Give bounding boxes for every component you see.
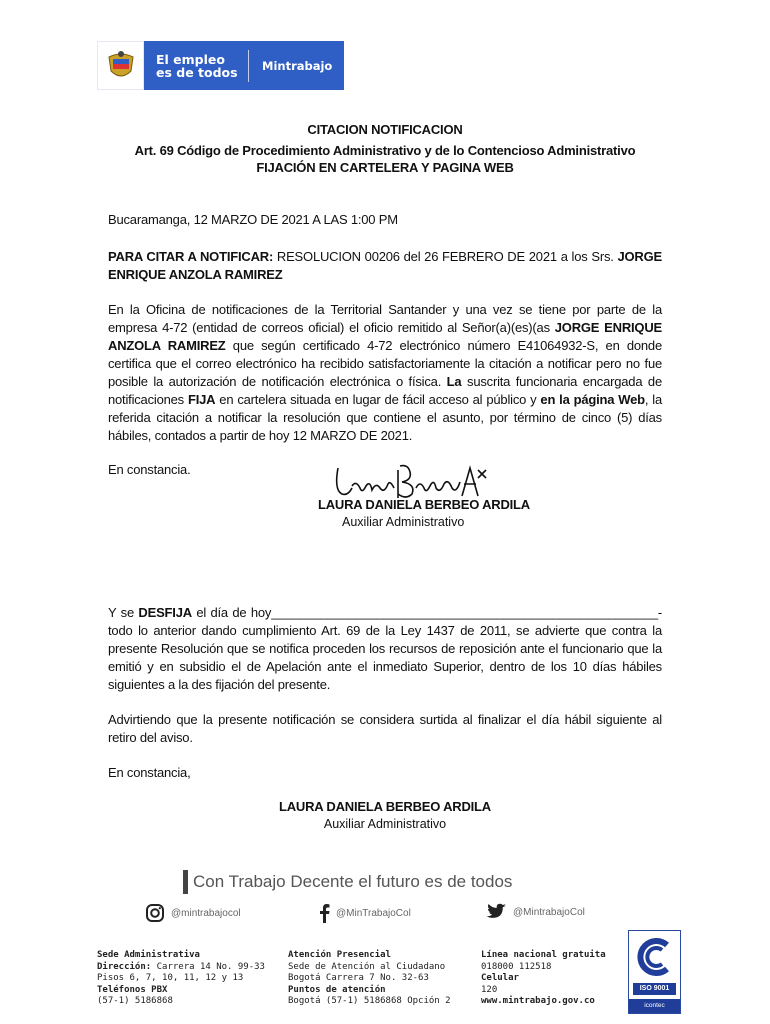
coat-of-arms-icon — [97, 41, 144, 90]
twitter-handle[interactable] — [485, 903, 585, 921]
footer-sede-administrativa — [97, 950, 265, 1008]
mintrabajo-logo — [97, 41, 344, 90]
citar-name: JORGE ENRIQUE ANZOLA RAMIREZ — [108, 249, 662, 282]
telefonos-label: Teléfonos PBX — [97, 984, 168, 995]
linea-title: Línea nacional gratuita — [481, 950, 606, 960]
logo-ministry: Mintrabajo — [262, 58, 333, 73]
iso-label: ISO 9001 — [633, 983, 676, 995]
puntos-title: Puntos de atención — [288, 984, 386, 995]
instagram-label: @mintrabajocol — [171, 907, 241, 919]
constancia-2: En constancia, — [108, 765, 191, 780]
signer-name-2: LAURA DANIELA BERBEO ARDILA — [279, 799, 491, 814]
telefonos-value: (57-1) 5186868 — [97, 996, 173, 1006]
icontec-certification-badge — [628, 930, 681, 1014]
notification-paragraph — [108, 301, 662, 445]
document-subtitle-2: FIJACIÓN EN CARTELERA Y PAGINA WEB — [256, 160, 514, 175]
citar-label: PARA CITAR A NOTIFICAR: — [108, 249, 274, 264]
desfija-text-a: Y se — [108, 605, 139, 620]
signer-name-1: LAURA DANIELA BERBEO ARDILA — [318, 497, 530, 512]
p1-text-a: En la Oficina de notificaciones de la Territorial Santander y una vez se tiene por parte de la empresa 4-72 (entidad de correos oficial) el oficio remitido al Señor(a)(es)(as — [108, 302, 662, 335]
instagram-icon — [145, 903, 165, 923]
p1-la: La — [446, 374, 462, 389]
facebook-label: @MinTrabajoCol — [336, 907, 411, 919]
desfija-paragraph — [108, 604, 662, 694]
direccion-label: Dirección: — [97, 961, 152, 972]
p1-web: en la página Web — [540, 392, 645, 407]
atencion-direccion: Bogotá Carrera 7 No. 32-63 — [288, 973, 429, 983]
icontec-logo-icon — [629, 931, 680, 981]
p1-text-c: suscrita funcionaria encargada de notificaciones — [108, 374, 662, 407]
slogan: Con Trabajo Decente el futuro es de todos — [193, 872, 513, 891]
slogan-bar — [183, 870, 188, 894]
document-title: CITACION NOTIFICACION — [307, 122, 463, 137]
pisos: Pisos 6, 7, 10, 11, 12 y 13 — [97, 973, 244, 983]
facebook-icon — [318, 903, 330, 923]
footer-contacto — [481, 950, 606, 1008]
p1-text-b: que según certificado 4-72 electrónico número E41064932-S, en donde certifica que el correo electrónico ha recibido satisfactoriamente la citación a notificar pero no fue posible la autorización de notificación electrónica o física. — [108, 338, 662, 389]
website-link[interactable]: www.mintrabajo.gov.co — [481, 996, 595, 1006]
direccion-value: Carrera 14 No. 99-33 — [151, 961, 265, 972]
signer-role-2: Auxiliar Administrativo — [323, 817, 447, 831]
instagram-handle[interactable] — [145, 903, 241, 923]
twitter-icon — [485, 903, 507, 921]
desfija-keyword: DESFIJA — [138, 605, 192, 620]
celular-title: Celular — [481, 973, 519, 983]
citar-paragraph — [108, 248, 662, 284]
advirtiendo-paragraph: Advirtiendo que la presente notificación se considera surtida al finalizar el día hábil siguiente al retiro del aviso. — [108, 712, 662, 745]
atencion-title: Atención Presencial — [288, 950, 391, 960]
footer-atencion-presencial — [288, 950, 451, 1008]
twitter-label: @MintrabajoCol — [513, 906, 585, 918]
celular-numero: 120 — [481, 984, 498, 995]
facebook-handle[interactable] — [318, 903, 411, 923]
citar-text: RESOLUCION 00206 del 26 FEBRERO DE 2021 a los Srs. — [273, 249, 618, 264]
logo-line1: El empleo — [156, 51, 225, 67]
icontec-label: icontec — [629, 999, 680, 1013]
p1-name: JORGE ENRIQUE ANZOLA RAMIREZ — [108, 320, 662, 353]
constancia-1: En constancia. — [108, 462, 191, 477]
signer-role-1: Auxiliar Administrativo — [342, 515, 465, 529]
linea-numero: 018000 112518 — [481, 961, 552, 972]
dateline: Bucaramanga, 12 MARZO DE 2021 A LAS 1:00 PM — [108, 212, 398, 227]
p1-text-d: en cartelera situada en lugar de fácil acceso al público y — [215, 392, 541, 407]
logo-line2: es de todos — [156, 64, 238, 80]
p1-fija: FIJA — [187, 392, 216, 407]
sede-atencion: Sede de Atención al Ciudadano — [288, 961, 446, 972]
p1-text-e: , la referida citación a notificar la resolución que contiene el asunto, por término de cinco (5) días hábiles, contados a partir de hoy 12 MARZO DE 2021. — [108, 392, 663, 443]
document-subtitle: Art. 69 Código de Procedimiento Administrativo y de lo Contencioso Administrativo — [134, 143, 636, 158]
sede-title: Sede Administrativa — [97, 950, 200, 960]
puntos-telefono: Bogotá (57-1) 5186868 Opción 2 — [288, 996, 451, 1006]
desfija-text-b: el día de hoy_______________________________________________________-todo lo anterior dando cumplimiento Art. 69 de la Ley 1437 de 2011, se advierte que contra la presente Resolución que se notifica proceden los recursos de reposición ante el funcionario que la emitió y en subsidio el de Apelación ante el inmediato Superior, dentro de los 10 días hábiles siguientes a la des fijación del presente. — [108, 605, 662, 692]
